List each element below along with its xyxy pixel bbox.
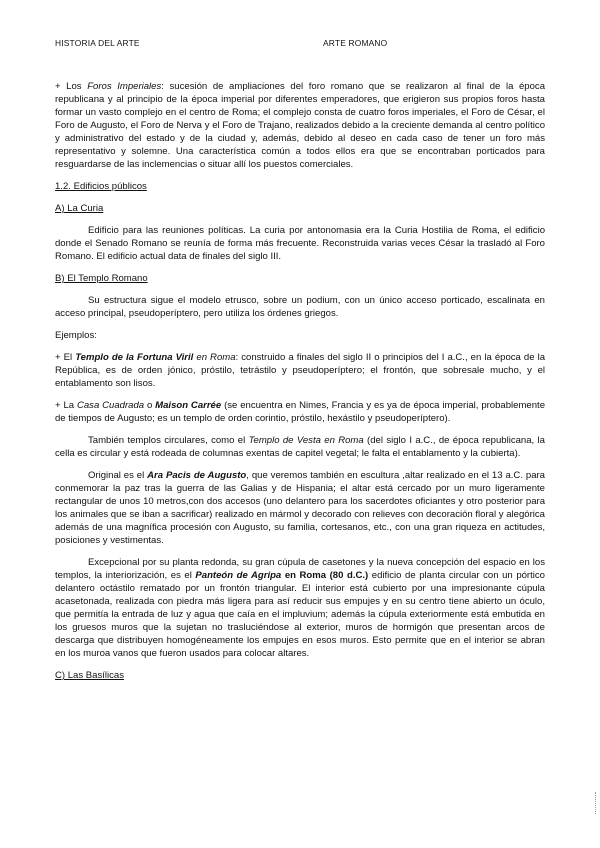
vesta-prefix: También templos circulares, como el [88,435,249,446]
vesta-text: (del siglo I a.C., de época republicana, la cella es circular y está rodeada de columnas exentas de capitel vegetal; le falta el entablamento y la cubierta). [55,435,545,459]
document-body [55,80,545,682]
ara-prefix: Original es el [88,470,148,481]
ejemplos-label: Ejemplos: [55,330,97,341]
maison-name: Maison Carrée [155,400,222,411]
foros-text: : sucesión de ampliaciones del foro romano que se realizaron al final de la época republicana y al principio de la época imperial por diferentes emperadores, que erigieron sus propios foros hasta formar un vasto complejo en el centro de Roma; el complejo consta de cuatro foros imperiales, el Foro de César, el Foro de Augusto, el Foro de Nerva y el Foro de Trajano, realizados debido a la creciente demanda al centro político y administrativo del estado y de la ciudad y, además, debido al deseo en cada caso de tener un foro más representativo y solemne. Una característica común a todos ellos era que se encontraban porticados para resguardarse de las inclemencias o situar allí los puestos comerciales. [55,81,546,170]
vesta-paragraph [55,434,545,460]
header-topic: ARTE ROMANO [323,38,388,48]
section-heading: 1.2. Edificios públicos [55,181,147,192]
cuadrada-connector: o [144,400,156,411]
bullet-prefix: + La [55,400,77,411]
templo-heading: B) El Templo Romano [55,273,148,284]
foros-paragraph [55,80,545,171]
ara-paragraph [55,469,545,547]
vesta-name: Templo de Vesta en Roma [248,435,364,446]
bullet-prefix: + El [55,352,76,363]
basilicas-heading: C) Las Basílicas [55,670,124,681]
curia-paragraph: Edificio para las reuniones políticas. La curia por antonomasia era la Curia Hostilia de Roma, el edificio donde el Senado Romano se reunía de forma más frecuente. Reconstruida varias veces César la trasladó al Foro Romano. El edificio actual data de finales del siglo III. [55,225,545,262]
cuadrada-paragraph [55,399,545,425]
cuadrada-name: Casa Cuadrada [76,400,145,411]
ara-name: Ara Pacis de Augusto [147,470,247,481]
fortuna-place: en Roma [193,352,236,363]
fortuna-paragraph [55,351,545,390]
margin-mark [595,792,598,814]
panteon-paragraph [55,556,545,660]
curia-heading: A) La Curia [55,203,104,214]
panteon-place: en Roma (80 d.C.) [281,570,369,581]
fortuna-name: Templo de la Fortuna Viril [75,352,194,363]
cuadrada-text: (se encuentra en Nimes, Francia y es ya de época imperial, probablemente de tiempos de Augusto; es un templo de orden corintio, próstilo, hexástilo y pseudoperíptero). [55,400,546,424]
foros-term: Foros Imperiales [87,81,162,92]
fortuna-text: : construido a finales del siglo II o principios del I a.C., en la época de la República, es de orden jónico, próstilo, tetrástilo y pseudoperíptero; el frontón, que sobresale mucho, y el entablamento son lisos. [55,352,546,389]
templo-paragraph: Su estructura sigue el modelo etrusco, sobre un podium, con un único acceso porticado, escalinata en acceso principal, pseudoperíptero, pero utiliza los órdenes griegos. [55,295,545,319]
panteon-prefix: Excepcional por su planta redonda, su gran cúpula de casetones y la nueva concepción del espacio en los templos, la interiorización, es el [55,557,545,581]
panteon-text: edificio de planta circular con un pórtico delantero octástilo rematado por un frontón triangular. El interior está cubierto por una impresionante cúpula acasetonada, realizada con piedra más ligera para así reducir sus empujes y en su centro tiene abierto un óculo, que permitía la entrada de luz y agua que caía en el impluvium; además la cúpula exteriormente está embutida en los gruesos muros que la sujetan no trasluciéndose al exterior, muros de hormigón que presentan arcos de descarga que distribuyen homogéneamente los empujes en esos muros. Esto permite que en el interior se abran en los muroa vanos que fueron usados para colocar altares. [55,570,545,659]
bullet-prefix: + Los [55,81,88,92]
panteon-name: Panteón de Agripa [195,570,282,581]
ara-text: , que veremos también en escultura ,altar realizado en el 13 a.C. para conmemorar la paz tras la guerra de las Galias y de Hispania; el altar está cercado por un muro ligeramente rectangular de unos 10 metros,con dos accesos (uno delantero para los sacerdotes oficiantes y otro posterior para los animales que se iban a sacrificar) realizado en mármol y decorado con relieves con decoración floral y alegórica además de una magnífica procesión con Augusto, su familia, cortesanos, etc., con una gran riqueza en actitudes, posiciones y vestimentas. [55,470,545,546]
header-subject: HISTORIA DEL ARTE [55,38,140,48]
